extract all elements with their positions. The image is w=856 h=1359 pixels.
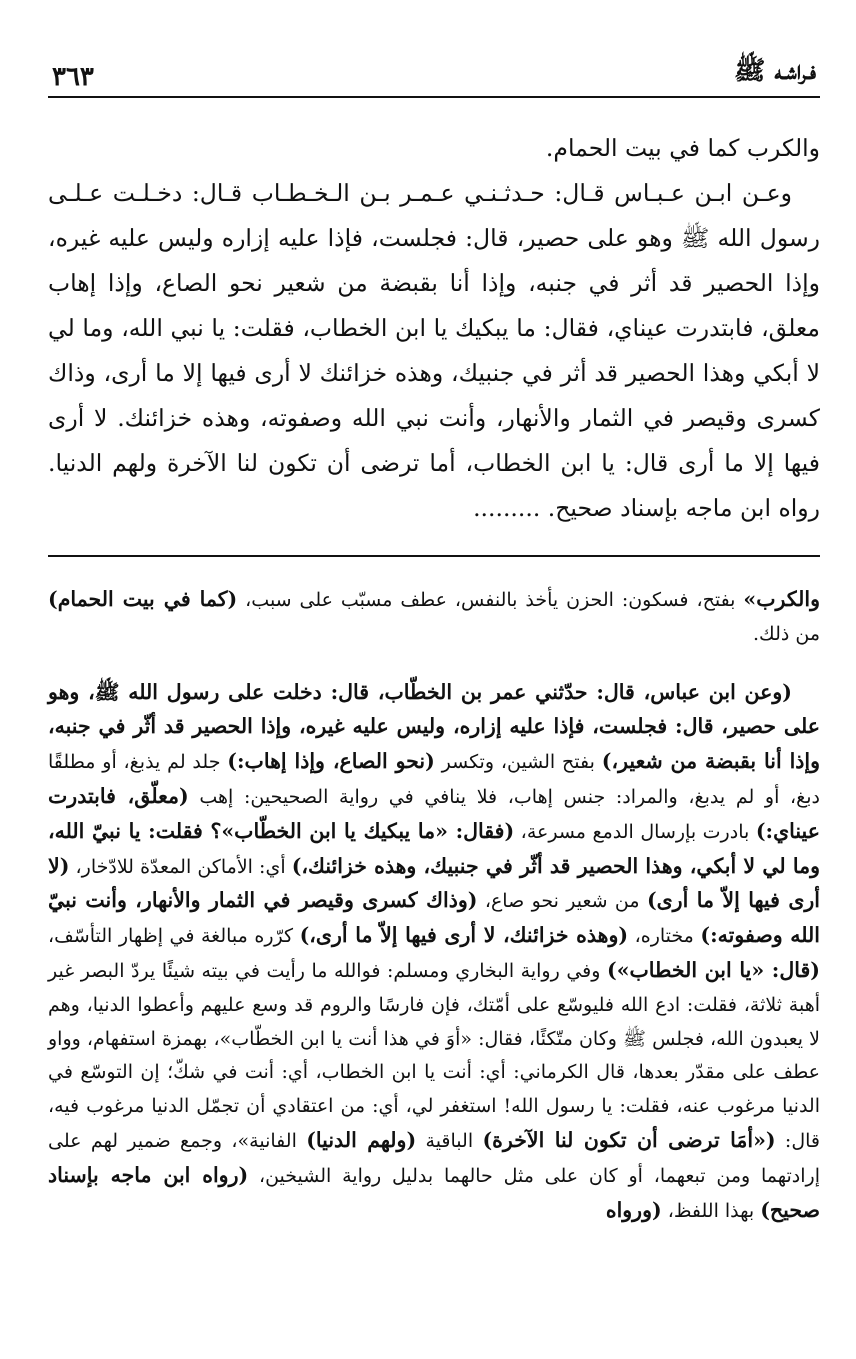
- quoted-matn-segment: (ولهم الدنيا): [306, 1127, 417, 1152]
- section-divider: [48, 555, 820, 557]
- commentary-segment: وفي رواية البخاري ومسلم: فوالله ما رأيت في بيته شيئًا يردّ البصر غير أهبة ثلاثة، فقلت: ادع الله فليوسّع على أمّتك، فإن فارسًا والروم قد وسع عليهم وأعطوا الدنيا، وهم لا يعبدون الله، فجلس ﷺ وكان متّكئًا، فقال: «أوَ في هذا أنت يا ابن الخطّاب»، بهمزة استفهام، وواو عطف على مقدّر بعدها، قال الكرماني: أي: أنت يا ابن الخطاب، أي: أنت في شكّ؛ إن التوسّع في الدنيا مرغوب عنه، فقلت: يا رسول الله! استغفر لي، أي: من اعتقادي أن تجمّل الدنيا مرغوب فيه، قال:: [48, 959, 821, 1152]
- quoted-matn-segment: (لا أرى فيها إلاّ ما أرى): [48, 853, 821, 913]
- commentary-segment: من شعير نحو صاع،: [477, 890, 647, 913]
- commentary-text: [48, 583, 820, 1228]
- quoted-matn-segment: (نحو الصاع، وإذا إهاب:): [227, 749, 435, 774]
- commentary-segment: أي: الأماكن المعدّة للادّخار،: [69, 855, 292, 878]
- commentary-segment: الباقية: [416, 1129, 483, 1152]
- quoted-matn-segment: (ورواه: [605, 1197, 662, 1222]
- quoted-matn-segment: (قال: «يا ابن الخطاب»): [607, 957, 820, 982]
- commentary-segment: بهذا اللفظ،: [661, 1199, 761, 1222]
- commentary-segment: مختاره،: [628, 925, 701, 948]
- commentary-segment: بفتح الشين، وتكسر: [434, 751, 602, 774]
- commentary-segment: الفانية»، وجمع ضمير لهم على إرادتهما ومن تبعهما، أو كان على مثل حالهما بدليل رواية الشيخين،: [48, 1129, 820, 1187]
- quoted-matn-segment: (معلّق، فابتدرت عيناي:): [48, 783, 820, 843]
- commentary-segment: من ذلك.: [753, 622, 820, 645]
- commentary-segment: بفتح، فسكون: الحزن يأخذ بالنفس، عطف مسبّب على سبب،: [237, 589, 744, 611]
- commentary-segment: كرّره مبالغة في إظهار التأسّف،: [48, 925, 300, 948]
- quoted-matn-segment: (وهذه خزائنك، لا أرى فيها إلاّ ما أرى،): [299, 923, 629, 948]
- ellipsis-dots: .........: [473, 494, 541, 522]
- quoted-matn-segment: والكرب»: [743, 587, 820, 611]
- quoted-matn-segment: (وعن ابن عباس، قال: حدّثني عمر بن الخطّاب، قال: دخلت على رسول الله ﷺ، وهو على حصير، قال: فجلست، فإذا عليه إزاره، وليس عليه غيره، وإذا الحصير قد أثّر في جنبه، وإذا أنا بقبضة من شعير،): [48, 679, 820, 774]
- page-header: [48, 52, 820, 98]
- hadith-text: [48, 126, 820, 531]
- commentary-segment: جلد لم يذبغ، أو مطلقًا دبغ، أو لم يدبغ، والمراد: جنس إهاب، فلا ينافي في رواية الصحيحين: إهب: [48, 751, 820, 808]
- quoted-matn-segment: (رواه ابن ماجه بإسناد صحيح): [48, 1162, 820, 1222]
- commentary-segment: بادرت بإرسال الدمع مسرعة،: [514, 820, 756, 843]
- running-title: فـراشـه ﷺ: [734, 56, 816, 86]
- commentary-paragraph-1: [48, 583, 820, 652]
- hadith-paragraph-1: والكرب كما في بيت الحمام.: [545, 134, 820, 162]
- hadith-paragraph-2: [48, 171, 820, 531]
- quoted-matn-segment: («أمَا ترضى أن تكون لنا الآخرة): [482, 1127, 776, 1152]
- quoted-matn-segment: (كما في بيت الحمام): [48, 587, 238, 611]
- page-number: ٣٦٣: [52, 62, 94, 92]
- commentary-paragraph-2: [48, 676, 820, 1229]
- quoted-matn-segment: (فقال: «ما يبكيك يا ابن الخطّاب»؟ فقلت: يا نبيّ الله، وما لي لا أبكي، وهذا الحصير قد أثّر في جنبيك، وهذه خزائنك،): [48, 818, 820, 878]
- hadith-body: وعـن ابـن عـبـاس قـال: حـدثـنـي عـمـر بـن الـخـطـاب قـال: دخـلـت عـلـى رسول الله ﷺ وهو على حصير، قال: فجلست، فإذا عليه إزاره وليس عليه غيره، وإذا الحصير قد أثر في جنبه، وإذا أنا بقبضة من شعير نحو الصاع، وإذا إهاب معلق، فابتدرت عيناي، فقال: ما يبكيك يا ابن الخطاب، فقلت: يا نبي الله، وما لي لا أبكي وهذا الحصير قد أثر في جنبيك، وهذه خزائنك لا أرى فيها إلا ما أرى، وذاك كسرى وقيصر في الثمار والأنهار، وأنت نبي الله وصفوته، وهذه خزائنك. لا أرى فيها إلا ما أرى قال: يا ابن الخطاب، أما ترضى أن تكون لنا الآخرة ولهم الدنيا. رواه ابن ماجه بإسناد صحيح.: [48, 179, 820, 522]
- quoted-matn-segment: (وذاك كسرى وقيصر في الثمار والأنهار، وأنت نبيّ الله وصفوته:): [48, 888, 820, 948]
